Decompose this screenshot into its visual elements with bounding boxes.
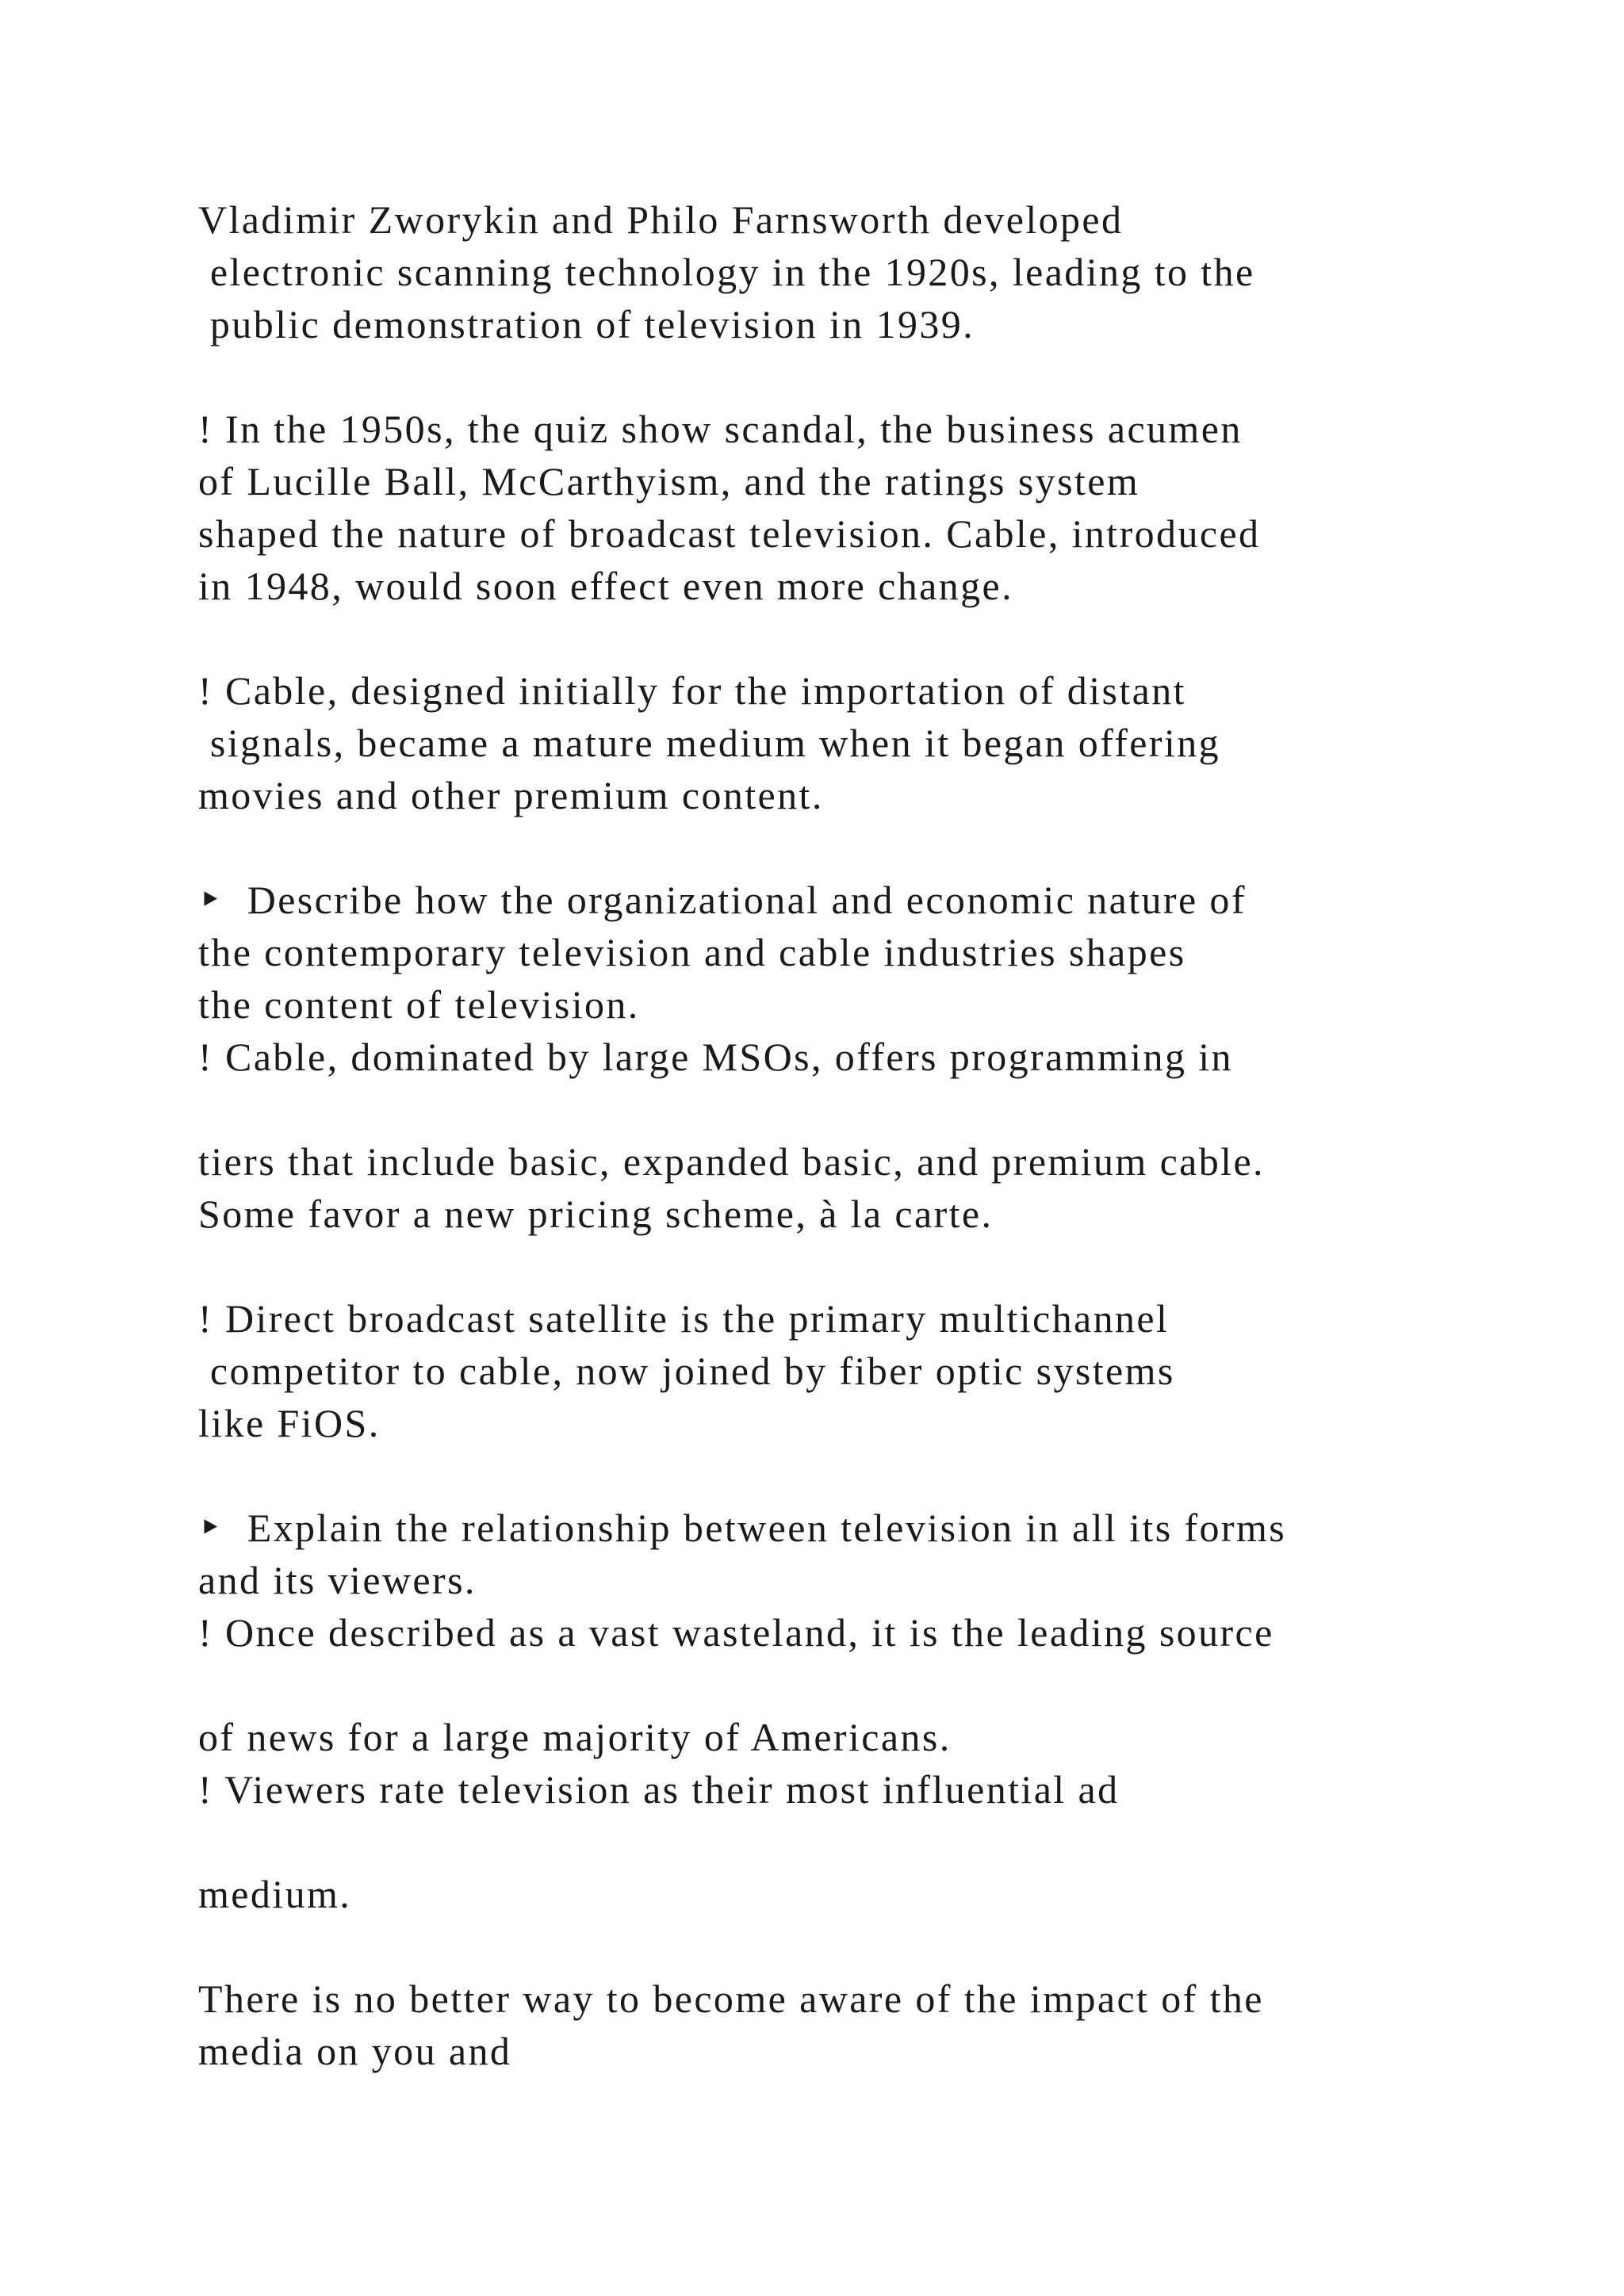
text-line: ! Viewers rate television as their most influential ad [198,1767,1120,1812]
text-line: public demonstration of television in 1939. [198,302,975,346]
text-line: tiers that include basic, expanded basic, and premium cable. [198,1139,1265,1184]
text-line: media on you and [198,2029,512,2073]
blank-line [198,1240,1594,1292]
text-line: of news for a large majority of Americans. [198,1715,952,1759]
blank-line [198,612,1594,664]
bullet-line: ‣ Explain the relationship between television in all its forms [198,1506,1287,1550]
text-line: and its viewers. [198,1558,477,1602]
paragraph [198,874,1594,1083]
text-line: Some favor a new pricing scheme, à la carte. [198,1192,994,1236]
paragraph [198,1711,1594,1816]
blank-line [198,1816,1594,1868]
paragraph [198,1292,1594,1449]
blank-line [198,1659,1594,1711]
text-line: There is no better way to become aware of the impact of the [198,1976,1264,2021]
text-line: medium. [198,1872,352,1916]
document-body [198,193,1594,2077]
bullet-line: ‣ Describe how the organizational and economic nature of [198,878,1247,922]
text-line: like FiOS. [198,1401,381,1445]
paragraph [198,193,1594,350]
text-line: electronic scanning technology in the 1920s, leading to the [198,250,1255,294]
text-line: ! In the 1950s, the quiz show scandal, the business acumen [198,407,1243,451]
text-line: ! Cable, dominated by large MSOs, offers programming in [198,1035,1233,1079]
text-line: movies and other premium content. [198,773,824,817]
text-line: of Lucille Ball, McCarthyism, and the ratings system [198,459,1140,503]
blank-line [198,821,1594,874]
text-line: Vladimir Zworykin and Philo Farnsworth developed [198,197,1124,242]
text-line: the content of television. [198,982,640,1027]
text-line: shaped the nature of broadcast television. Cable, introduced [198,511,1261,556]
text-line: competitor to cable, now joined by fiber optic systems [198,1349,1175,1393]
text-line: ! Once described as a vast wasteland, it is the leading source [198,1610,1274,1655]
paragraph [198,1135,1594,1240]
text-line: in 1948, would soon effect even more change. [198,564,1014,608]
text-line: signals, became a mature medium when it began offering [198,721,1221,765]
text-line: ! Cable, designed initially for the importation of distant [198,668,1186,713]
blank-line [198,1920,1594,1973]
paragraph [198,403,1594,612]
blank-line [198,350,1594,403]
paragraph [198,1973,1594,2077]
paragraph [198,664,1594,821]
text-line: the contemporary television and cable industries shapes [198,930,1186,974]
blank-line [198,1083,1594,1135]
blank-line [198,1449,1594,1502]
paragraph [198,1502,1594,1659]
paragraph [198,1868,1594,1920]
text-line: ! Direct broadcast satellite is the primary multichannel [198,1296,1170,1341]
